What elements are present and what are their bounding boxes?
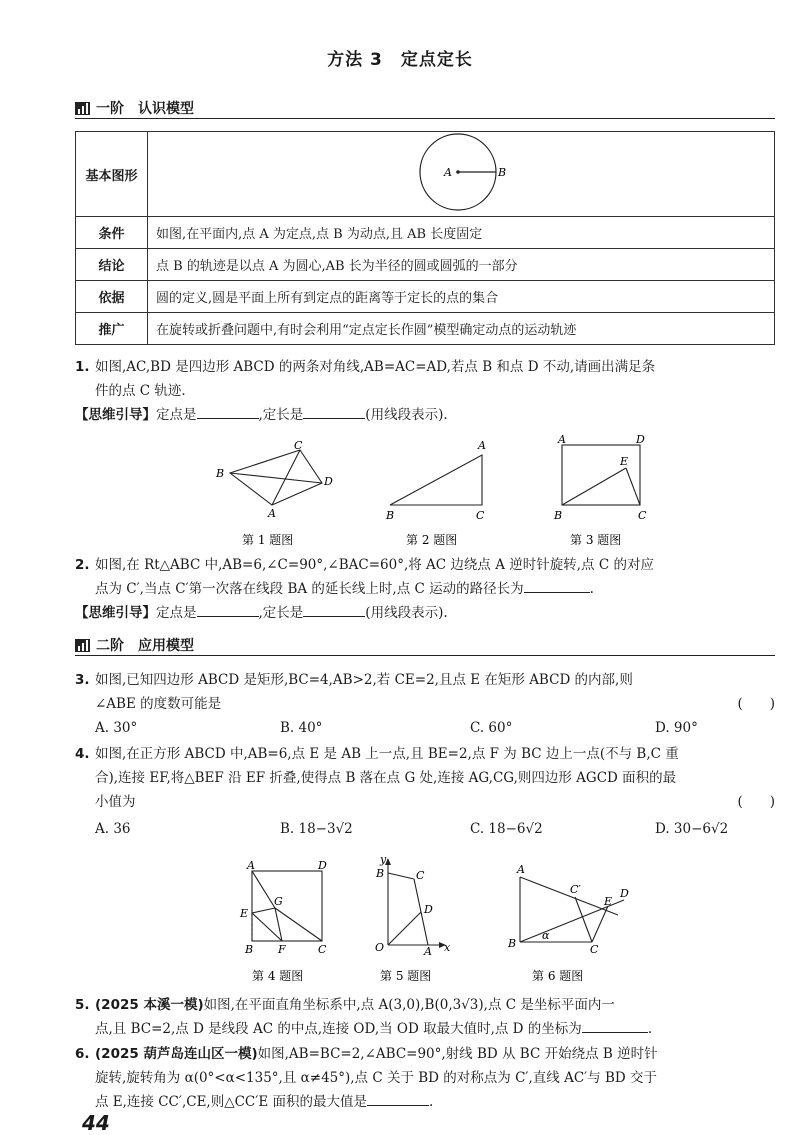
fig6-label: α [542, 929, 550, 942]
fig4-label: C [318, 943, 327, 956]
fig6-label: A [517, 863, 525, 876]
bar-chart-icon [75, 102, 90, 115]
q4-line3: 小值为 [95, 794, 136, 810]
q3-line1: 如图,已知四边形 ABCD 是矩形,BC=4,AB>2,若 CE=2,且点 E 在矩形 ABCD 的内部,则 [95, 672, 633, 688]
question-number: 4. [75, 746, 90, 762]
fig3-caption: 第 3 题图 [570, 533, 622, 547]
figure-5 [375, 855, 451, 983]
question-2 [75, 553, 775, 625]
fig4-label: A [247, 859, 255, 872]
option-a[interactable]: A. 30° [95, 720, 138, 736]
fig4-label: E [240, 907, 249, 920]
q5-line1: 如图,在平面直角坐标系中,点 A(3,0),B(0,3√3),点 C 是坐标平面内一 [203, 997, 615, 1013]
table-value: 点 B 的轨迹是以点 A 为圆心,AB 长为半径的圆或圆弧的一部分 [148, 249, 775, 281]
fig4-caption: 第 4 题图 [252, 969, 304, 983]
section-title-2: 二阶 应用模型 [96, 638, 194, 654]
q4-line1: 如图,在正方形 ABCD 中,AB=6,点 E 是 AB 上一点,且 BE=2,点 F 为 BC 边上一点(不与 B,C 重 [95, 746, 679, 762]
question-number: 2. [75, 557, 90, 573]
question-4 [75, 742, 775, 814]
fig5-label: x [444, 941, 451, 954]
q6-line1: 如图,AB=BC=2,∠ABC=90°,射线 BD 从 BC 开始绕点 B 逆时针 [257, 1046, 658, 1062]
fig5-label: O [375, 941, 385, 954]
source-tag: (2025 本溪一模) [95, 997, 204, 1013]
period: . [428, 1094, 434, 1110]
answer-blank[interactable] [582, 1018, 648, 1033]
table-value: 如图,在平面内,点 A 为定点,点 B 为动点,且 AB 长度固定 [148, 217, 775, 249]
answer-blank[interactable] [303, 404, 365, 419]
figures-row-1 [200, 435, 680, 550]
answer-blank[interactable] [367, 1091, 429, 1106]
fig2-caption: 第 2 题图 [406, 533, 458, 547]
figure-3 [553, 435, 647, 547]
fig4-label: G [274, 895, 283, 908]
hint-text: 定点是 [156, 605, 197, 621]
q3-options [95, 720, 775, 740]
q1-line2: 件的点 C 轨迹. [95, 383, 186, 399]
table-value: 圆的定义,圆是平面上所有到定点的距离等于定长的点的集合 [148, 281, 775, 313]
figure-2 [385, 439, 486, 547]
question-1 [75, 355, 775, 427]
fig5-label: B [376, 867, 385, 880]
label-a: A [444, 166, 452, 179]
period: . [589, 581, 594, 597]
q3-line2: ∠ABE 的度数可能是 [95, 696, 222, 712]
hint-tag: 【思维引导】 [75, 605, 156, 621]
q2-line1: 如图,在 Rt△ABC 中,AB=6,∠C=90°,∠BAC=60°,将 AC 边绕点 A 逆时针旋转,点 C 的对应 [95, 557, 654, 573]
fig1-label: D [324, 475, 333, 488]
page-title: 方法 3 定点定长 [327, 50, 473, 70]
fig3-label: D [636, 435, 645, 446]
option-b[interactable]: B. 40° [280, 720, 323, 736]
option-a[interactable]: A. 36 [95, 821, 131, 837]
fig1-label: A [268, 507, 276, 520]
section-title-1: 一阶 认识模型 [96, 101, 194, 117]
fig5-label: A [424, 945, 432, 958]
label-b: B [498, 166, 507, 179]
circle-figure [156, 132, 766, 212]
q4-options [95, 821, 775, 841]
fig5-caption: 第 5 题图 [380, 969, 432, 983]
question-number: 3. [75, 672, 90, 688]
fig3-label: B [554, 509, 563, 522]
answer-parens[interactable]: ( ) [737, 794, 775, 810]
hint-text: (用线段表示). [365, 407, 448, 423]
table-key: 依据 [76, 281, 148, 313]
fig3-label: A [558, 435, 566, 446]
figure-1 [215, 439, 333, 547]
question-5 [75, 993, 775, 1041]
fig5-label: D [424, 903, 433, 916]
source-tag: (2025 葫芦岛连山区一模) [95, 1046, 258, 1062]
fig5-label: y [380, 855, 387, 866]
figure-6 [507, 863, 629, 983]
q1-line1: 如图,AC,BD 是四边形 ABCD 的两条对角线,AB=AC=AD,若点 B 和点 D 不动,请画出满足条 [95, 359, 656, 375]
fig6-caption: 第 6 题图 [532, 969, 584, 983]
q6-line3: 点 E,连接 CC′,CE,则△CC′E 面积的最大值是 [95, 1094, 367, 1110]
option-c[interactable]: C. 60° [470, 720, 513, 736]
table-key: 条件 [76, 217, 148, 249]
figure-4 [239, 859, 327, 983]
fig5-label: C [416, 869, 425, 882]
table-figure-cell [148, 132, 775, 217]
section-header-2 [75, 635, 775, 656]
table-key: 推广 [76, 313, 148, 345]
fig4-label: D [318, 859, 327, 872]
fig6-label: B [508, 937, 517, 950]
answer-blank[interactable] [197, 602, 259, 617]
fig2-label: C [476, 509, 485, 522]
hint-text: ,定长是 [258, 407, 304, 423]
fig6-label: C [590, 943, 599, 956]
table-key-figure: 基本图形 [76, 132, 148, 217]
fig2-label: A [478, 439, 486, 452]
question-number: 5. [75, 997, 90, 1013]
fig6-label: E [604, 895, 613, 908]
fig1-label: B [216, 467, 225, 480]
option-c[interactable]: C. 18−6√2 [470, 821, 543, 837]
fig6-label: C′ [570, 883, 581, 896]
fig6-label: D [620, 887, 629, 900]
hint-text: ,定长是 [258, 605, 304, 621]
option-b[interactable]: B. 18−3√2 [280, 821, 353, 837]
table-value: 在旋转或折叠问题中,有时会利用“定点定长作圆”模型确定动点的运动轨迹 [148, 313, 775, 345]
fig4-label: B [245, 943, 254, 956]
question-3 [75, 668, 775, 716]
q6-line2: 旋转,旋转角为 α(0°<α<135°,且 α≠45°),点 C 关于 BD 的对称点为 C′,直线 AC′与 BD 交于 [95, 1070, 658, 1086]
fig3-label: E [620, 455, 629, 468]
answer-blank[interactable] [524, 578, 590, 593]
question-6 [75, 1042, 775, 1114]
hint-tag: 【思维引导】 [75, 407, 156, 423]
question-number: 1. [75, 359, 90, 375]
q5-line2: 点,且 BC=2,点 D 是线段 AC 的中点,连接 OD,当 OD 取最大值时,点 D 的坐标为 [95, 1021, 582, 1037]
fig2-label: B [386, 509, 395, 522]
answer-parens[interactable]: ( ) [737, 696, 775, 712]
bar-chart-icon [75, 639, 90, 652]
hint-text: (用线段表示). [365, 605, 448, 621]
q2-line2: 点为 C′,当点 C′第一次落在线段 BA 的延长线上时,点 C 运动的路径长为 [95, 581, 524, 597]
option-d[interactable]: D. 30−6√2 [655, 821, 729, 837]
answer-blank[interactable] [303, 602, 365, 617]
page-number: 44 [82, 1111, 110, 1135]
fig1-label: C [294, 439, 303, 452]
section-header-1 [75, 98, 775, 119]
q4-line2: 合),连接 EF,将△BEF 沿 EF 折叠,使得点 B 落在点 G 处,连接 AG,CG,则四边形 AGCD 面积的最 [95, 770, 677, 786]
hint-text: 定点是 [156, 407, 197, 423]
answer-blank[interactable] [197, 404, 259, 419]
fig4-label: F [278, 943, 286, 956]
table-key: 结论 [76, 249, 148, 281]
model-table [75, 131, 775, 345]
question-number: 6. [75, 1046, 90, 1062]
fig3-label: C [638, 509, 647, 522]
period: . [647, 1021, 653, 1037]
option-d[interactable]: D. 90° [655, 720, 698, 736]
figures-row-2 [230, 855, 650, 990]
fig1-caption: 第 1 题图 [242, 533, 294, 547]
